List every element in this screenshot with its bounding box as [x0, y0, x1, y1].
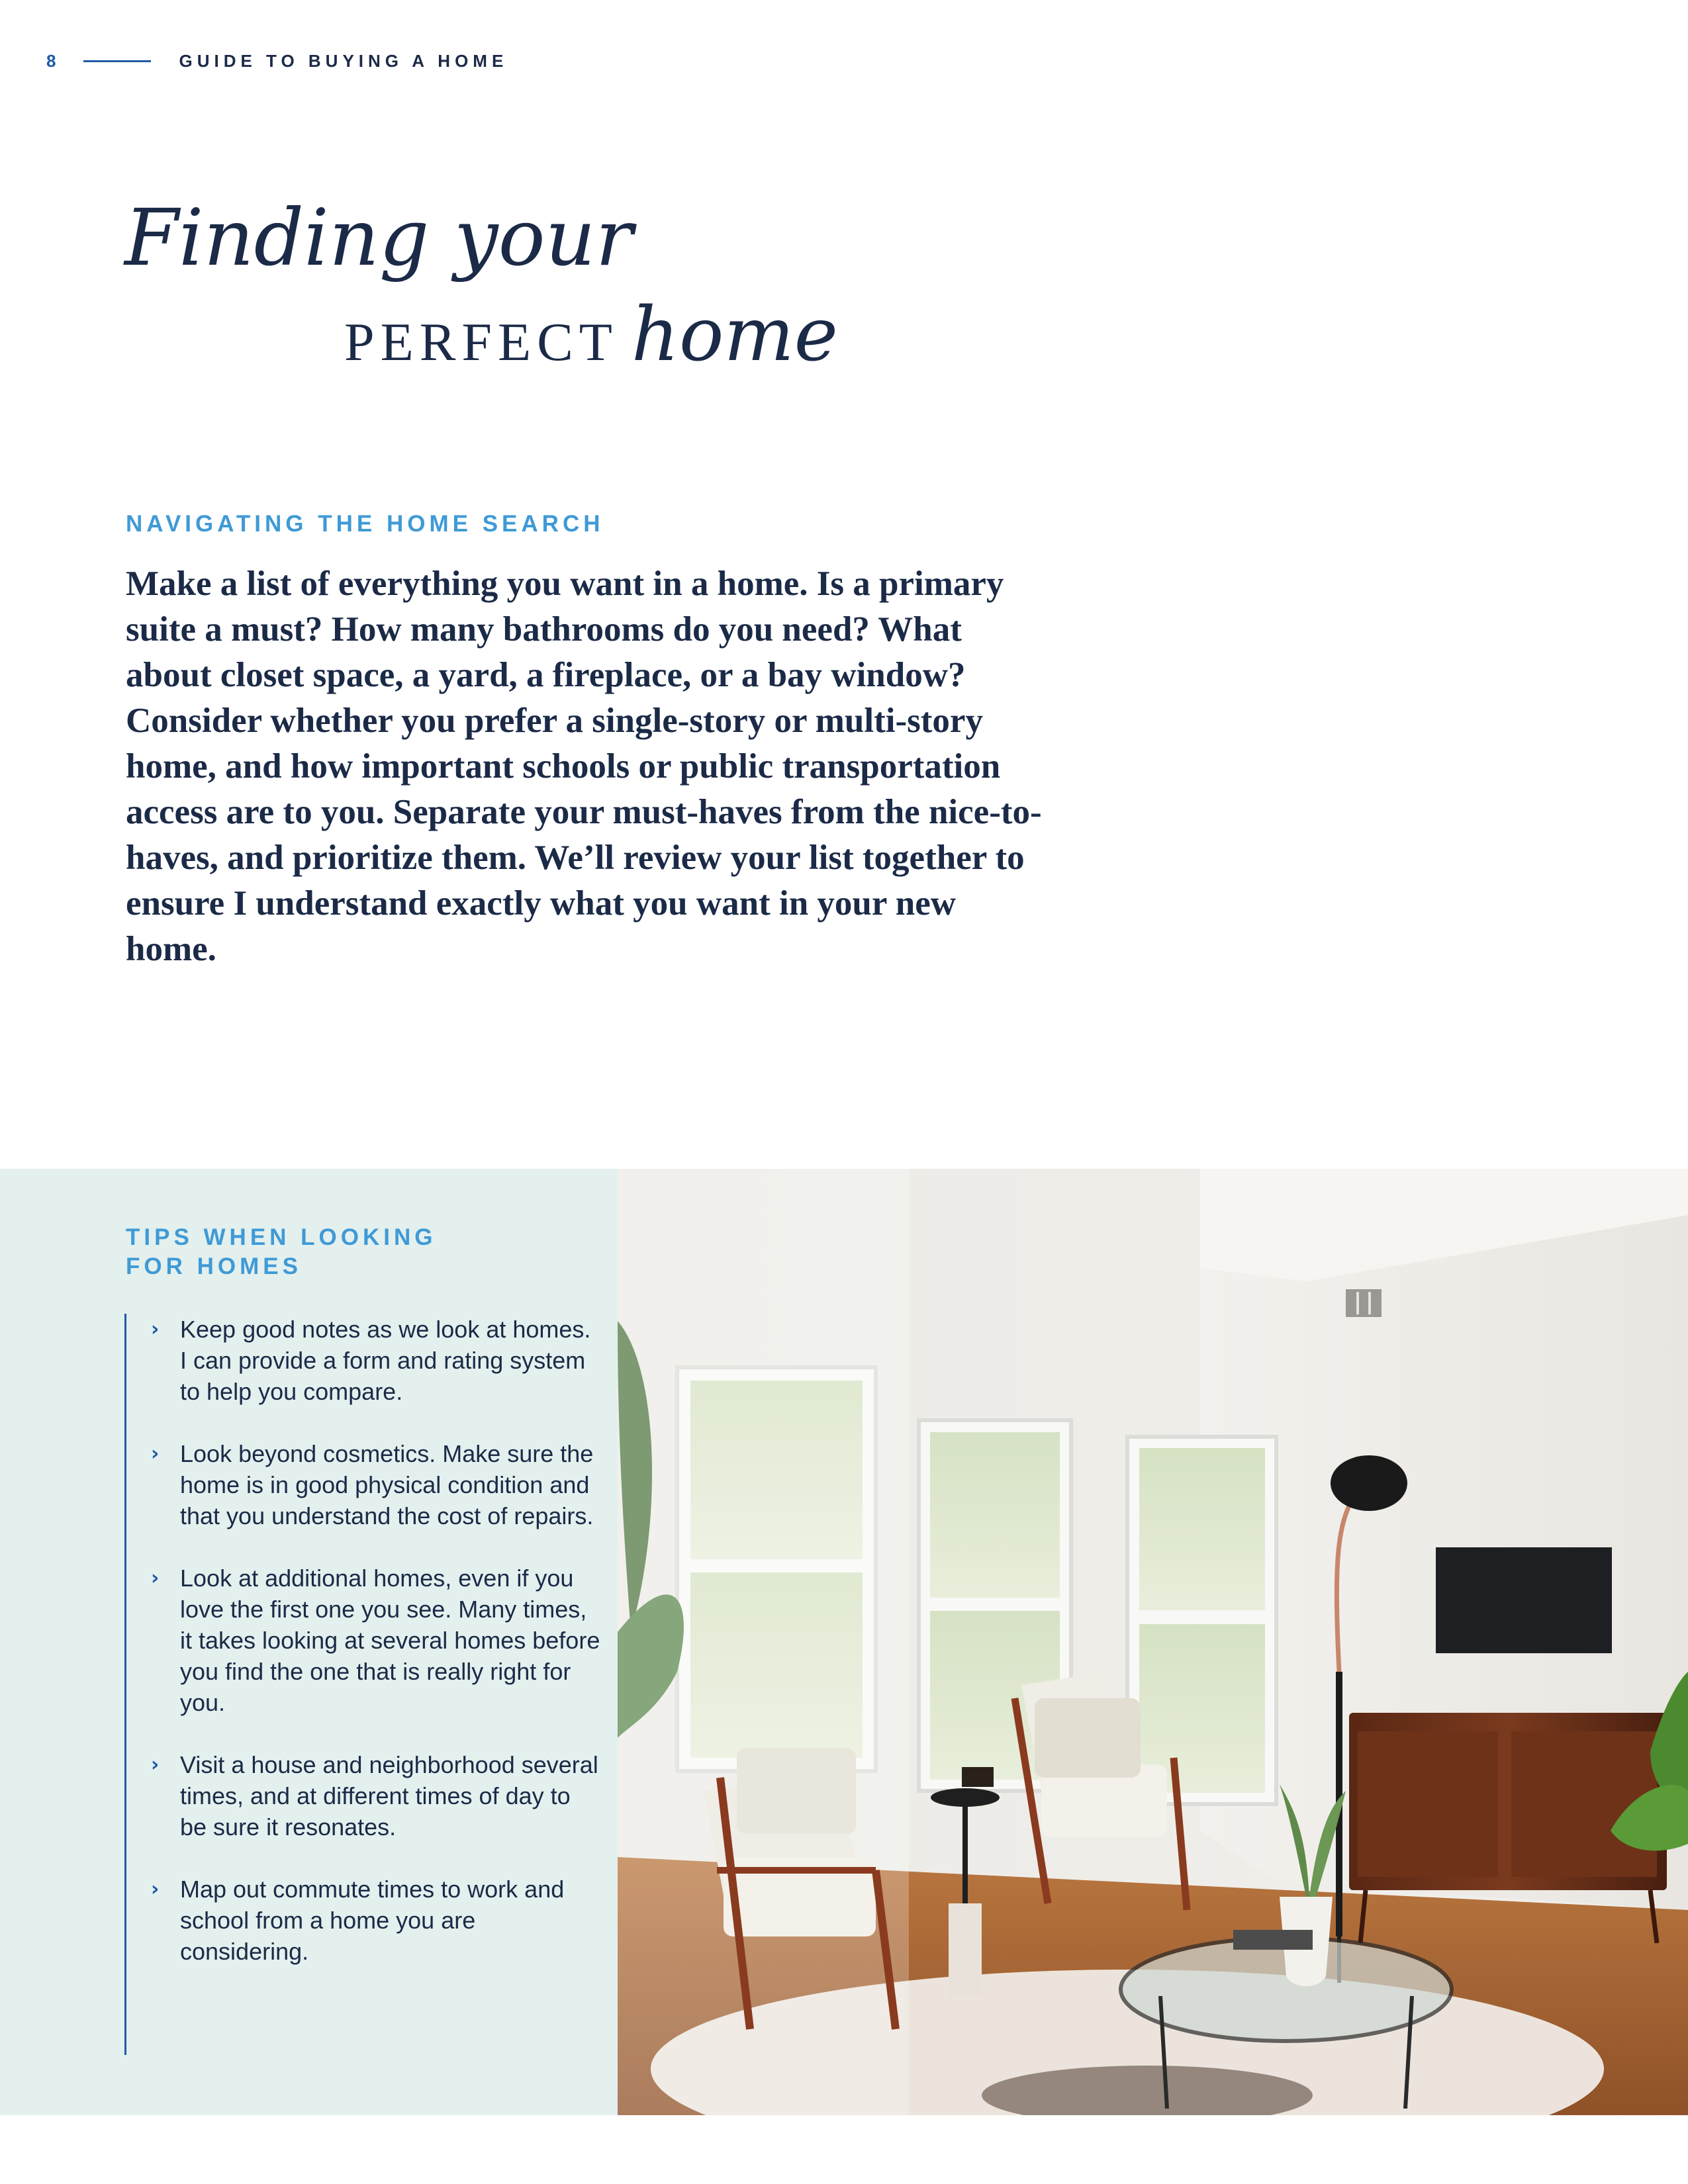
- page-header: [46, 48, 508, 74]
- tip-text: Look at additional homes, even if you love the first one you see. Many times, it takes looking at several homes before you find the one that is really right for you.: [180, 1565, 600, 1716]
- tip-item: [151, 1749, 601, 1843]
- tip-text: Visit a house and neighborhood several times, and at different times of day to be sure it resonates.: [180, 1751, 598, 1841]
- header-title: GUIDE TO BUYING A HOME: [179, 50, 508, 71]
- chevron-right-icon: ›: [151, 1318, 160, 1341]
- tip-item: [151, 1314, 601, 1407]
- tip-item: [151, 1874, 601, 1967]
- tips-list: [151, 1314, 601, 1998]
- title-home-word: home: [631, 292, 838, 378]
- tips-heading-line1: TIPS WHEN LOOKING: [126, 1224, 437, 1250]
- tip-item: [151, 1438, 601, 1531]
- tips-heading: [126, 1223, 437, 1281]
- chevron-right-icon: ›: [151, 1567, 160, 1590]
- tip-text: Look beyond cosmetics. Make sure the home is in good physical condition and that you understand the cost of repairs.: [180, 1440, 594, 1529]
- chevron-right-icon: ›: [151, 1878, 160, 1901]
- tip-item: [151, 1563, 601, 1718]
- tips-heading-line2: FOR HOMES: [126, 1253, 302, 1279]
- living-room-photo: [618, 1169, 1688, 2115]
- page-title-line2: [344, 292, 838, 378]
- page-title-line1: Finding your: [124, 192, 633, 283]
- section-label: NAVIGATING THE HOME SEARCH: [126, 511, 604, 537]
- section-body: Make a list of everything you want in a home. Is a primary suite a must? How many bathrooms do you need? What about closet space, a yard, a fireplace, or a bay window? Consider whether you prefer a single-story or multi-story home, and how important schools or public transportation access are to you. Separate your must-haves from the nice-to-haves, and prioritize them. We’ll review your list together to ensure I understand exactly what you want in your new home.: [126, 565, 1042, 968]
- title-perfect-word: PERFECT: [344, 312, 618, 372]
- chevron-right-icon: ›: [151, 1753, 160, 1776]
- header-rule: [83, 60, 151, 62]
- tips-rule: [124, 1314, 126, 2055]
- page-number: 8: [46, 50, 58, 71]
- tip-text: Keep good notes as we look at homes. I can provide a form and rating system to help you compare.: [180, 1316, 591, 1405]
- chevron-right-icon: ›: [151, 1442, 160, 1465]
- tip-text: Map out commute times to work and school from a home you are considering.: [180, 1876, 565, 1965]
